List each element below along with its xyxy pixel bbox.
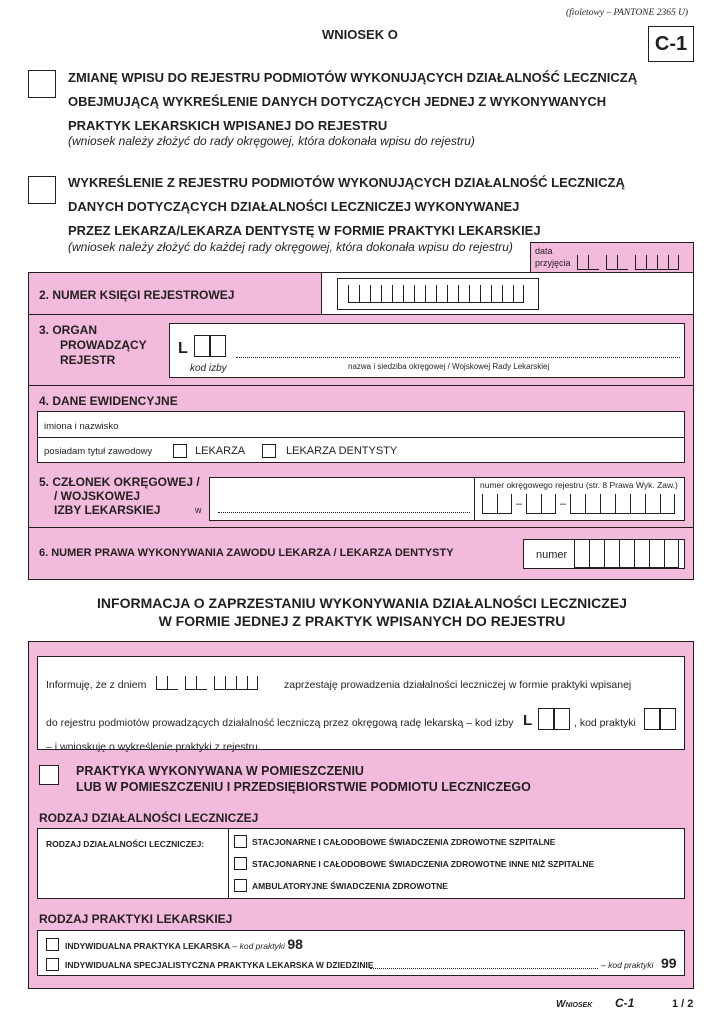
activity-hospital-label: STACJONARNE I CAŁODOBOWE ŚWIADCZENIA ZDROWOTNE SZPITALNE: [252, 837, 556, 847]
cessation-section: [28, 641, 694, 989]
activity-ambulatory-label: AMBULATORYJNE ŚWIADCZENIA ZDROWOTNE: [252, 881, 448, 891]
premises-checkbox[interactable]: [39, 765, 59, 785]
title-label: posiadam tytuł zawodowy: [44, 446, 153, 457]
title-dentist-checkbox[interactable]: [262, 444, 276, 458]
statement-register-text: do rejestru podmiotów prowadzących działalność leczniczą przez okręgową radę lekarską – kod izby: [46, 717, 514, 729]
activity-nonhospital-label: STACJONARNE I CAŁODOBOWE ŚWIADCZENIA ZDROWOTNE INNE NIŻ SZPITALNE: [252, 859, 595, 869]
registry-number-label: numer okręgowego rejestru (str. 8 Prawa Wyk. Zaw.): [480, 480, 678, 490]
chamber-name-input[interactable]: [218, 512, 470, 513]
registry-dash-2: –: [560, 498, 567, 510]
date-received-cells[interactable]: [577, 255, 679, 270]
option-change-label: ZMIANĘ WPISU DO REJESTRU PODMIOTÓW WYKONUJĄCYCH DZIAŁALNOŚĆ LECZNICZĄ OBEJMUJĄCĄ WYKREŚLENIE DANYCH DOTYCZĄCYCH JEDNEJ Z WYKONYWANYCH PRAKTYK LEKARSKICH WPISANEJ DO REJESTRU: [68, 70, 638, 133]
personal-data-label: 4. DANE EWIDENCYJNE: [39, 394, 178, 408]
organ-box: [169, 323, 685, 378]
organ-name-caption: nazwa i siedziba okręgowej / Wojskowej Rady Lekarskiej: [348, 362, 550, 371]
license-number-caption: numer: [536, 549, 568, 561]
footer-form-name: Wniosek: [556, 999, 593, 1010]
license-number-label: 6. NUMER PRAWA WYKONYWANIA ZAWODU LEKARZA / LEKARZA DENTYSTY: [39, 547, 454, 559]
option-change-checkbox[interactable]: [28, 70, 56, 98]
organ-prefix-letter: L: [178, 340, 188, 357]
member-in-label: w: [195, 505, 202, 515]
premises-label: PRAKTYKA WYKONYWANA W POMIESZCZENIU LUB W POMIESZCZENIU I PRZEDSIĘBIORSTWIE PODMIOTU LECZNICZEGO: [76, 764, 531, 794]
registration-section: [28, 272, 694, 580]
activity-heading: RODZAJ DZIAŁALNOŚCI LECZNICZEJ: [39, 811, 259, 825]
form-title: WNIOSEK O: [322, 27, 398, 42]
member-label: 5. CZŁONEK OKRĘGOWEJ / / WOJSKOWEJ IZBY LEKARSKIEJ: [39, 475, 200, 517]
chamber-code-label: kod izby: [190, 363, 227, 374]
specialty-input[interactable]: [370, 968, 598, 969]
practice-specialist-checkbox[interactable]: [46, 958, 59, 971]
practice-code-99: 99: [661, 955, 677, 971]
practice-code-digit-1[interactable]: [644, 708, 660, 730]
chamber-code-digit-2[interactable]: [554, 708, 570, 730]
statement-date-text: Informuję, że z dniem: [46, 679, 147, 691]
footer-form-code: C-1: [615, 996, 635, 1010]
registry-number-part-2[interactable]: [526, 494, 556, 514]
activity-ambulatory-checkbox[interactable]: [234, 879, 247, 892]
practice-individual-label: INDYWIDUALNA PRAKTYKA LEKARSKA – kod praktyki 98: [65, 936, 303, 952]
member-box: [209, 477, 685, 521]
statement-request-text: – i wnioskuję o wykreślenie praktyki z rejestru.: [46, 741, 261, 753]
register-number-label: 2. NUMER KSIĘGI REJESTROWEJ: [39, 288, 235, 302]
names-label: imiona i nazwisko: [44, 421, 119, 432]
registry-number-part-1[interactable]: [482, 494, 512, 514]
organ-code-digit-1[interactable]: [194, 335, 210, 357]
practice-individual-checkbox[interactable]: [46, 938, 59, 951]
registry-number-part-3[interactable]: [570, 494, 675, 514]
date-received-box: [530, 242, 694, 272]
practice-code-digit-2[interactable]: [660, 708, 676, 730]
page-number: 1 / 2: [672, 998, 694, 1010]
option-change-note: (wniosek należy złożyć do rady okręgowej, która dokonała wpisu do rejestru): [68, 134, 475, 148]
license-number-box[interactable]: [523, 539, 685, 569]
title-doctor-checkbox[interactable]: [173, 444, 187, 458]
title-dentist-label: LEKARZA DENTYSTY: [286, 445, 398, 457]
organ-code-digit-2[interactable]: [210, 335, 226, 357]
activity-nonhospital-checkbox[interactable]: [234, 857, 247, 870]
activity-label: RODZAJ DZIAŁALNOŚCI LECZNICZEJ:: [46, 839, 205, 849]
practice-specialist-label: INDYWIDUALNA SPECJALISTYCZNA PRAKTYKA LEKARSKA W DZIEDZINIE: [65, 960, 374, 970]
practice-code-label-99: – kod praktyki: [601, 960, 654, 970]
organ-label: 3. ORGAN PROWADZĄCY REJESTR: [39, 323, 147, 367]
practice-code-98: 98: [287, 936, 303, 952]
option-delete-note: (wniosek należy złożyć do każdej rady okręgowej, która dokonała wpisu do rejestru): [68, 240, 513, 254]
statement-box: [37, 656, 685, 753]
chamber-prefix-letter: L: [523, 712, 533, 729]
info-heading: INFORMACJA O ZAPRZESTANIU WYKONYWANIA DZIAŁALNOŚCI LECZNICZEJ W FORMIE JEDNEJ Z PRAKTYK WPISANYCH DO REJESTRU: [97, 595, 627, 629]
statement-cease-text: zaprzestaję prowadzenia działalności leczniczej w formie praktyki wpisanej: [284, 679, 632, 691]
form-code: C-1: [648, 26, 694, 62]
option-delete-checkbox[interactable]: [28, 176, 56, 204]
title-doctor-label: LEKARZA: [195, 445, 246, 457]
organ-name-input[interactable]: [236, 357, 680, 358]
chamber-code-digit-1[interactable]: [538, 708, 554, 730]
option-delete-label: WYKREŚLENIE Z REJESTRU PODMIOTÓW WYKONUJĄCYCH DZIAŁALNOŚĆ LECZNICZĄ DANYCH DOTYCZĄCYCH DZIAŁALNOŚCI LECZNICZEJ WYKONYWANEJ PRZEZ LEKARZA/LEKARZA DENTYSTĘ W FORMIE PRAKTYKI LEKARSKIEJ: [68, 175, 625, 238]
practice-box: [37, 930, 685, 976]
activity-box: [37, 828, 685, 899]
date-label-2: przyjęcia: [535, 258, 571, 268]
practice-heading: RODZAJ PRAKTYKI LEKARSKIEJ: [39, 912, 233, 926]
date-label: data: [535, 246, 553, 256]
registry-dash-1: –: [516, 498, 523, 510]
register-number-input[interactable]: [337, 278, 539, 310]
activity-hospital-checkbox[interactable]: [234, 835, 247, 848]
practice-code-text: , kod praktyki: [574, 717, 636, 729]
cessation-date-cells[interactable]: [156, 676, 258, 690]
personal-data-box: [37, 411, 685, 463]
pantone-note: (fioletowy – PANTONE 2365 U): [566, 8, 689, 18]
